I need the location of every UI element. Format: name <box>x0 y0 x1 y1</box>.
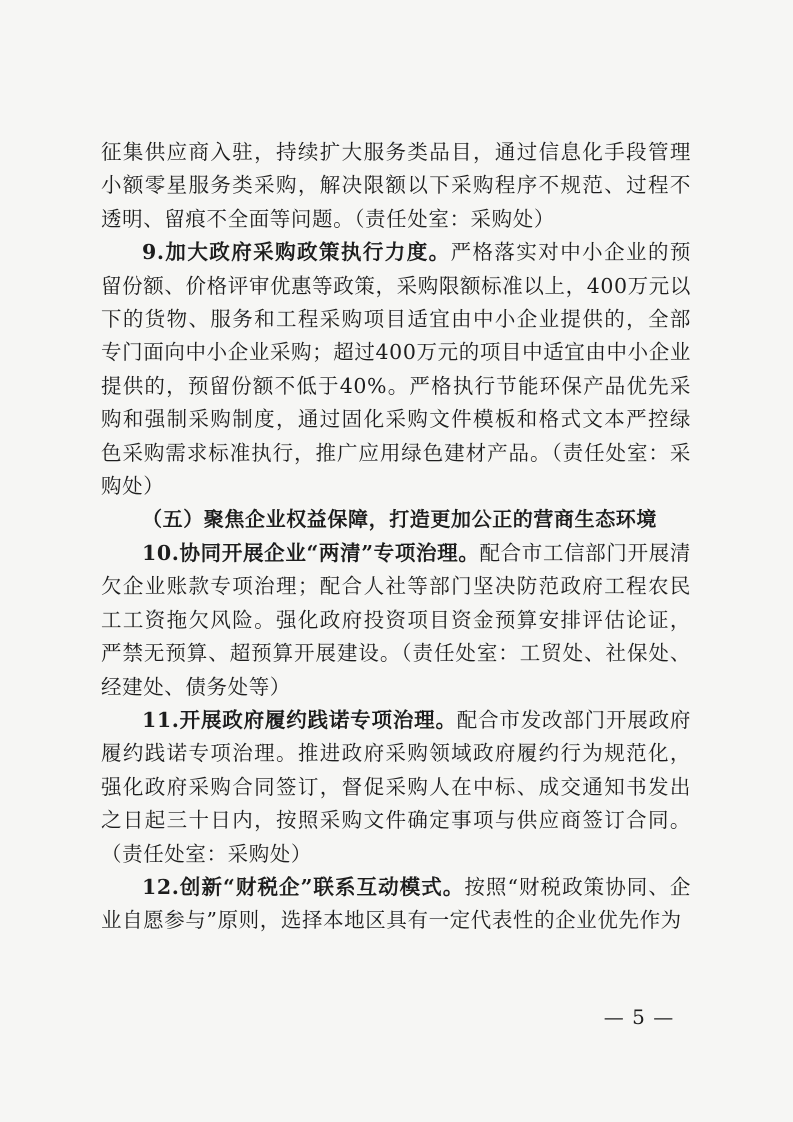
paragraph-text: 配合市发改部门开展政府履约践诺专项治理。推进政府采购领域政府履约行为规范化，强化政府采购合同签订，督促采购人在中标、成交通知书发出之日起三十日内，按照采购文件确定事项与供应商签订合同。（责任处室：采购处） <box>101 707 692 866</box>
paragraph-lead: 12.创新“财税企”联系互动模式。 <box>142 874 465 899</box>
paragraph-text: 征集供应商入驻，持续扩大服务类品目，通过信息化手段管理小额零星服务类采购，解决限额以下采购程序不规范、过程不透明、留痕不全面等问题。（责任处室：采购处） <box>101 140 691 231</box>
section-heading: （五）聚焦企业权益保障，打造更加公正的营商生态环境 <box>142 507 657 532</box>
paragraph-item-12 <box>101 871 691 938</box>
paragraph-lead: 9.加大政府采购政策执行力度。 <box>142 240 451 265</box>
paragraph-item-10 <box>101 537 691 704</box>
paragraph-continued <box>101 136 691 236</box>
document-body <box>101 136 691 938</box>
paragraph-lead: 10.协同开展企业“两清”专项治理。 <box>142 540 480 565</box>
paragraph-item-9 <box>101 236 691 503</box>
paragraph-item-11 <box>101 704 691 871</box>
paragraph-lead: 11.开展政府履约践诺专项治理。 <box>142 707 457 732</box>
paragraph-text: 严格落实对中小企业的预留份额、价格评审优惠等政策，采购限额标准以上，400万元以下的货物、服务和工程采购项目适宜由中小企业提供的，全部专门面向中小企业采购；超过400万元的项目中适宜由中小企业提供的，预留份额不低于40%。严格执行节能环保产品优先采购和强制采购制度，通过固化采购文件模板和格式文本严控绿色采购需求标准执行，推广应用绿色建材产品。（责任处室：采购处） <box>101 240 691 499</box>
paragraph-text: 按照“财税政策协同、企业自愿参与”原则，选择本地区具有一定代表性的企业优先作为 <box>101 874 691 933</box>
page-number: — 5 — <box>603 1005 675 1029</box>
paragraph-text: 配合市工信部门开展清欠企业账款专项治理；配合人社等部门坚决防范政府工程农民工工资拖欠风险。强化政府投资项目资金预算安排评估论证，严禁无预算、超预算开展建设。（责任处室：工贸处、社保处、经建处、债务处等） <box>101 540 692 699</box>
